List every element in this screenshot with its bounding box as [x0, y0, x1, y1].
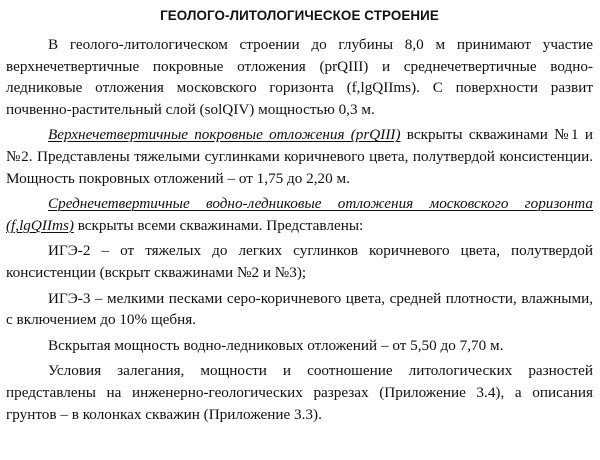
ige2-paragraph: ИГЭ-2 – от тяжелых до легких суглинков коричневого цвета, полутвердой консистенции (вскрыт скважинами №2 и №3);	[6, 242, 593, 281]
glacial-deposits-text: вскрыты всеми скважинами. Представлены:	[73, 216, 364, 234]
cover-deposits-heading: Верхнечетвертичные покровные отложения (prQIII)	[48, 126, 401, 144]
ige3-paragraph: ИГЭ-3 – мелкими песками серо-коричневого цвета, средней плотности, влажными, с включением до 10% щебня.	[6, 289, 593, 329]
document-title: ГЕОЛОГО-ЛИТОЛОГИЧЕСКОЕ СТРОЕНИЕ	[160, 8, 439, 23]
thickness-paragraph: Вскрытая мощность водно-ледниковых отложений – от 5,50 до 7,70 м.	[48, 336, 504, 354]
conditions-paragraph: Условия залегания, мощности и соотношение литологических разностей представлены на инженерно-геологических разрезах (Приложение 3.4), а описания грунтов – в колонках скважин (Приложение 3.3).	[6, 362, 593, 423]
glacial-deposits-heading: Среднечетвертичные водно-ледниковые отложения московского горизонта (f,lgQIIms)	[6, 195, 593, 234]
glacial-deposits-paragraph	[6, 193, 593, 236]
cover-deposits-text: вскрыты скважинами №1 и №2. Представлены тяжелыми суглинками коричневого цвета, полутвердой консистенции. Мощность покровных отложений – от 1,75 до 2,20 м.	[6, 126, 593, 187]
intro-paragraph: В геолого-литологическом строении до глубины 8,0 м принимают участие верхнечетвертичные покровные отложения (prQIII) и среднечетвертичные водно-ледниковые отложения московского горизонта (f,lgQIIms). С поверхности развит почвенно-растительный слой (solQIV) мощностью 0,3 м.	[6, 36, 593, 118]
cover-deposits-paragraph	[6, 124, 593, 189]
